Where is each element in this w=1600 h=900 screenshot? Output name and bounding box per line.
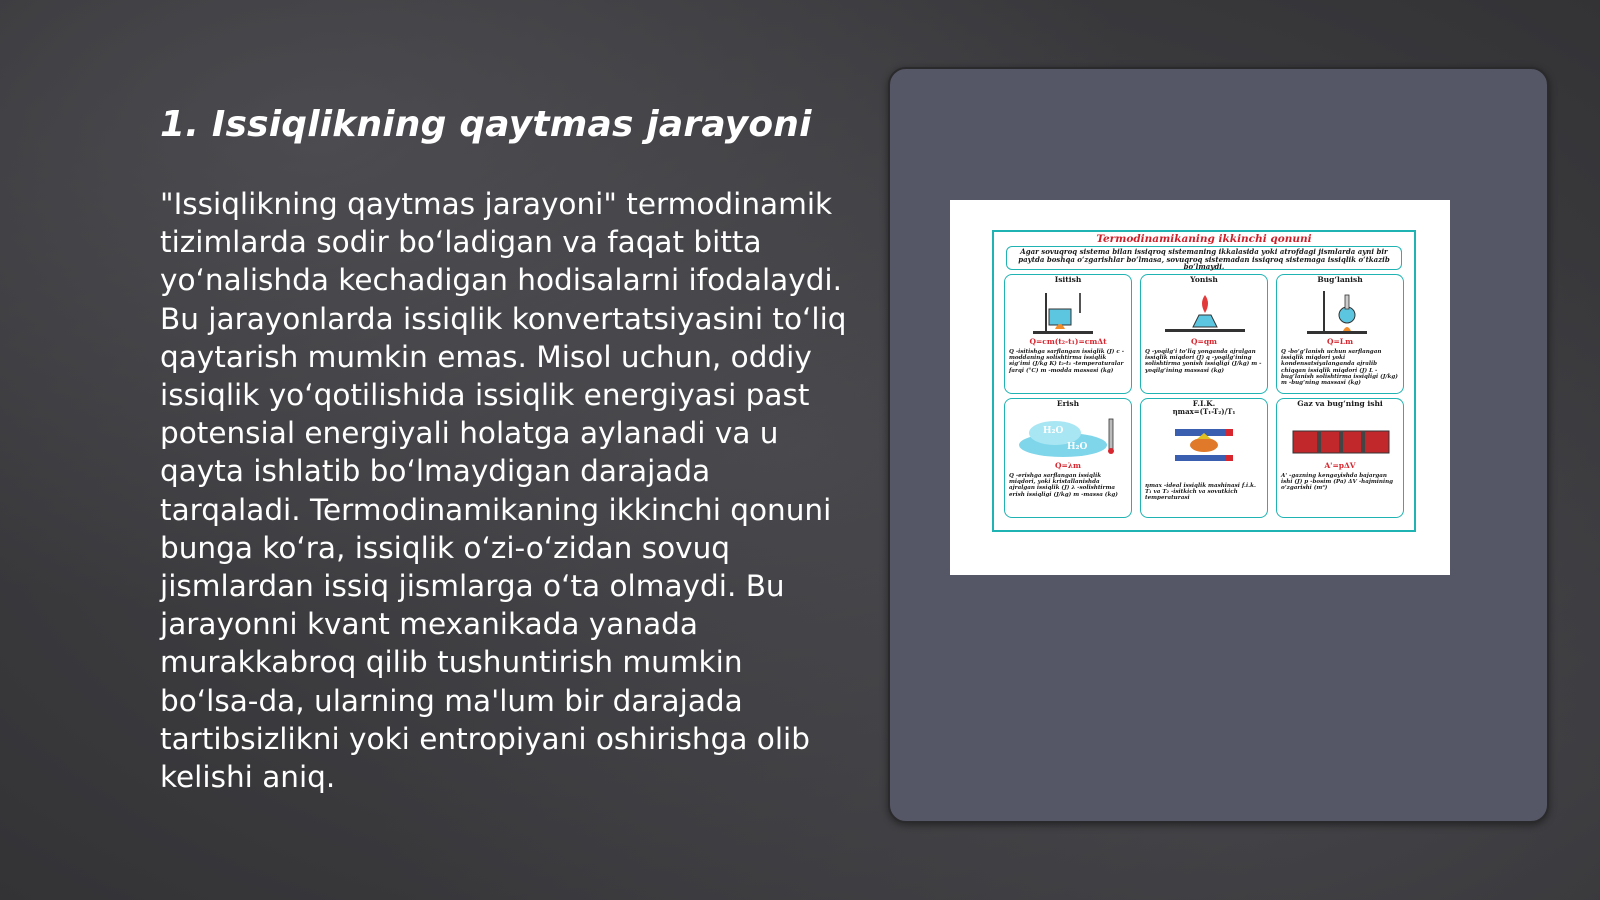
cell-note: Q -erishga sarflangan issiqlik miqdori, yoki kristallanishda ajralgan issiqlik (J) λ -solishtirma erish issiqligi (J/kg) m -massa (kg)	[1009, 473, 1118, 498]
ice-water-icon	[1005, 409, 1132, 461]
heat-engine-icon	[1141, 409, 1268, 461]
slide-body-text: "Issiqlikning qaytmas jarayoni" termodinamik tizimlarda sodir bo‘ladigan va faqat bitta yo‘nalishda kechadigan hodisalarni ifodalaydi. Bu jarayonlarda issiqlik konvertatsiyasini to‘liq qaytarish mumkin emas. Misol uchun, oddiy issiqlik yo‘qotilishida issiqlik energiyasi past potensial energiyali holatga aylanadi va u qayta ishlatib bo‘lmaydigan darajada tarqaladi. Termodinamikaning ikkinchi qonuni bunga ko‘ra, issiqlik o‘zi-o‘zidan sovuq jismlardan issiq jismlarga o‘ta olmaydi. Bu jarayonni kvant mexanikada yanada murakkabroq qilib tushuntirish mumkin bo‘lsa-da, ularning ma'lum bir darajada tartibsizlikni yoki entropiyani oshirishga olib kelishi aniq.	[160, 187, 847, 795]
burner-icon	[1141, 285, 1268, 337]
gas-piston-icon	[1277, 409, 1404, 461]
h2o-label: H₂O	[1067, 442, 1088, 452]
cell-formula: Q=qm	[1191, 337, 1217, 346]
cell-title: Erish	[1056, 399, 1080, 408]
slide-title: 1. Issiqlikning qaytmas jarayoni	[160, 104, 812, 145]
poster-cell-fik	[1140, 398, 1268, 518]
poster-cell-buglanish	[1276, 274, 1404, 394]
cell-title: Yonish	[1190, 275, 1218, 284]
poster-cell-isitish	[1004, 274, 1132, 394]
heating-stand-icon	[1005, 285, 1132, 337]
cell-formula: ηmax=(T₁-T₂)/T₁	[1172, 407, 1236, 416]
cell-title: F.I.K.	[1192, 399, 1216, 408]
poster-title: Termodinamikaning ikkinchi qonuni	[1096, 233, 1312, 245]
thermodynamics-poster-image	[950, 200, 1450, 575]
cell-formula: Q=cm(t₂-t₁)=cmΔt	[1029, 337, 1107, 346]
cell-title: Isitish	[1054, 275, 1082, 284]
cell-note: Q -bo‘g‘lanish uchun sarflangan issiqlik miqdori yoki kondensatsiyalanganda ajralib chiqqan issiqlik miqdori (J) L -bug‘lanish solishtirma issiqligi (J/kg) m -bug‘ning massasi (kg)	[1281, 349, 1398, 387]
poster-intro: Agar sovuqroq sistema bilan issiqroq sistemaning ikkalasida yoki atrofdagi jismlarda ayni bir paytda boshqa o‘zgarishlar bo‘lmasa, sovuqroq sistemadan issiqroq sistemaga issiqlik o‘tkazib bo‘lmaydi.	[1006, 246, 1402, 270]
flask-stand-icon	[1277, 285, 1404, 337]
poster	[992, 230, 1416, 532]
poster-cell-gaz-ishi	[1276, 398, 1404, 518]
cell-formula: Q=λm	[1054, 461, 1081, 470]
cell-title: Bug‘lanish	[1317, 275, 1363, 284]
cell-note: A' -gazning kengayishda bajargan ishi (J) p -bosim (Pa) ΔV -hajmining o‘zgarishi (m³)	[1281, 473, 1394, 492]
h2o-label: H₂O	[1043, 426, 1064, 436]
cell-note: Q -yoqilg‘i to‘liq yonganda ajralgan issiqlik miqdori (J) q -yoqilg‘ining solishtirma yonish issiqligi (J/kg) m -yoqilg‘ining massasi (kg)	[1145, 349, 1262, 374]
cell-formula: Q=Lm	[1326, 337, 1354, 346]
cell-formula: A'=pΔV	[1324, 461, 1356, 470]
cell-title: Gaz va bug‘ning ishi	[1297, 399, 1383, 408]
cell-note: ηmax -ideal issiqlik mashinasi f.i.k. T₁ va T₂ -isitkich va sovutkich temperaturasi	[1145, 483, 1256, 502]
poster-cell-erish	[1004, 398, 1132, 518]
poster-cell-yonish	[1140, 274, 1268, 394]
cell-note: Q -isitishga sarflangan issiqlik (J) c -moddaning solishtirma issiqlik sig‘imi (J/kg K) t₂-t₁ -temperaturalar farqi (°C) m -modda massasi (kg)	[1009, 349, 1125, 374]
